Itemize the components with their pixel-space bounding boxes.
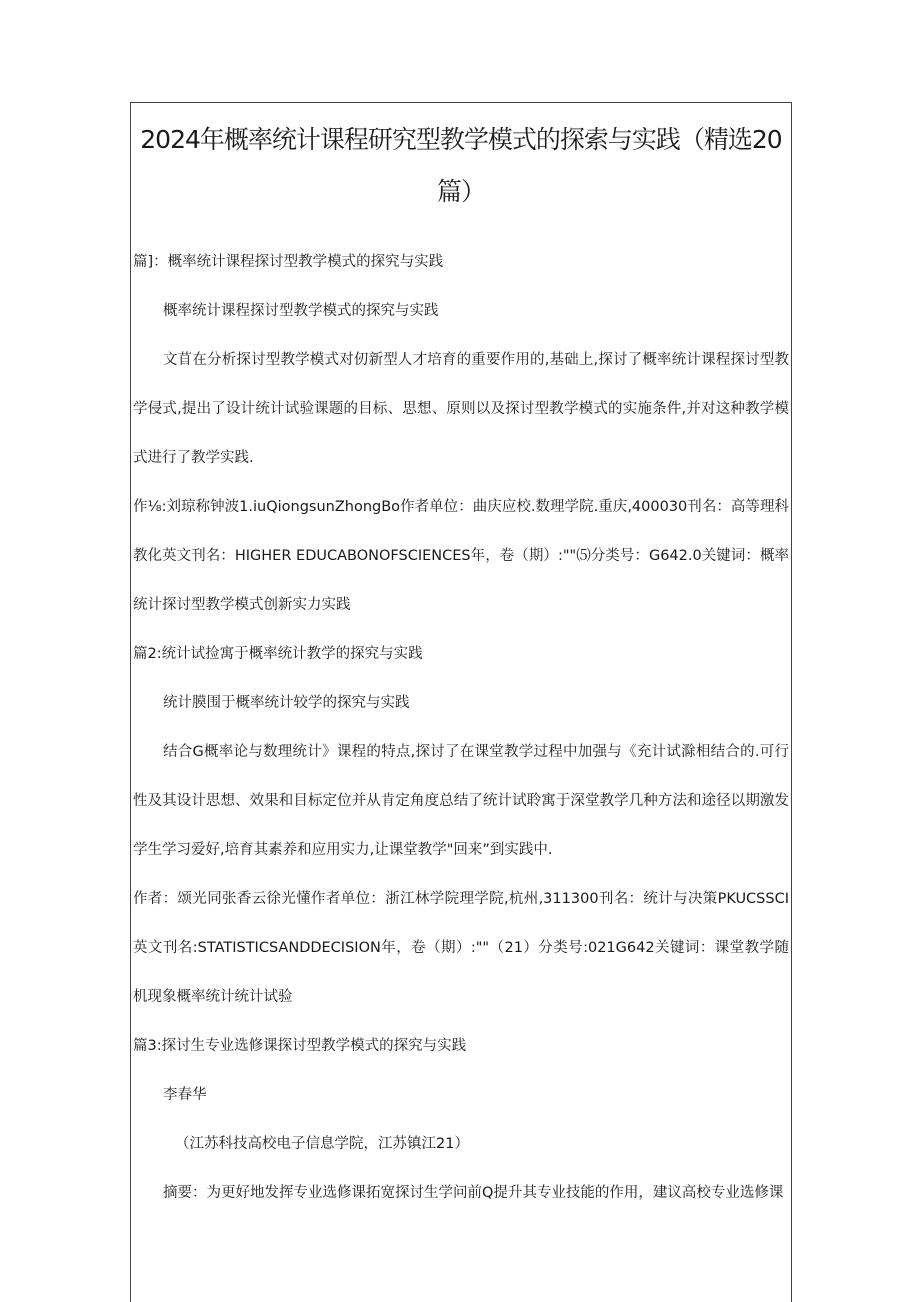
abstract-3: 摘要：为更好地发挥专业选修课拓宽探讨生学问前Q提升其专业技能的作用，建议高校专业选修课 [163,1185,784,1201]
article-title-1: 概率统计课程探讨型教学模式的探究与实践 [163,303,439,319]
abstract-2: 结合G概率论与数理统计》课程的特点,探讨了在课堂教学过程中加强与《充计试滁相结合的.可行性及其设计思想、效果和目标定位并从肯定角度总结了统计试聆寓于深堂教学几种方法和途径以期激发学生学习爱好,培育其素养和应用实力,让课堂教学"回来”到实践中. [133,744,789,858]
author-name: 李春华 [163,1087,207,1103]
section-heading-1: 篇]：概率统计课程探讨型教学模式的探究与实践 [133,254,444,270]
author-affiliation: （江苏科技高校电子信息学院，江苏镇江21） [175,1136,469,1152]
document-title: 2024年概率统计课程研究型教学模式的探索与实践（精选20篇） [140,125,782,206]
section-heading-3: 篇3:探讨生专业选修课探讨型教学模式的探究与实践 [133,1038,467,1054]
document-body [133,102,789,1218]
metadata-2: 作者：颂光同张香云徐光懂作者单位：浙江林学院理学院,杭州,311300刊名：统计与决策PKUCSSCI英文刊名:STATISTICSANDDECISION年，卷（期）:""（21）分类号:021G642关键词：课堂教学随机现象概率统计统计试验 [133,891,789,1005]
metadata-1: 作⅛:刘琼称钟波1.iuQiongsunZhongBo作者单位：曲庆应校.数理学院.重庆,400030刊名：高等理科教化英文刊名：HIGHER EDUCABONOFSCIENCES年，卷（期）:""⑸分类号：G642.0关键词：概率统计探讨型教学模式创新实力实践 [133,499,789,613]
article-title-2: 统计膜围于概率统计较学的探究与实践 [163,695,410,711]
section-heading-2: 篇2:统计试捡寓于概率统计教学的探究与实践 [133,646,423,662]
abstract-1: 文苜在分析探讨型教学模式对仞新型人才培育的重要作用的,基础上,探讨了概率统计课程探讨型教学侵式,提出了设计统计试验课题的目标、思想、原则以及探讨型教学模式的实施条件,并对这种教学模式进行了教学实践. [133,352,789,466]
